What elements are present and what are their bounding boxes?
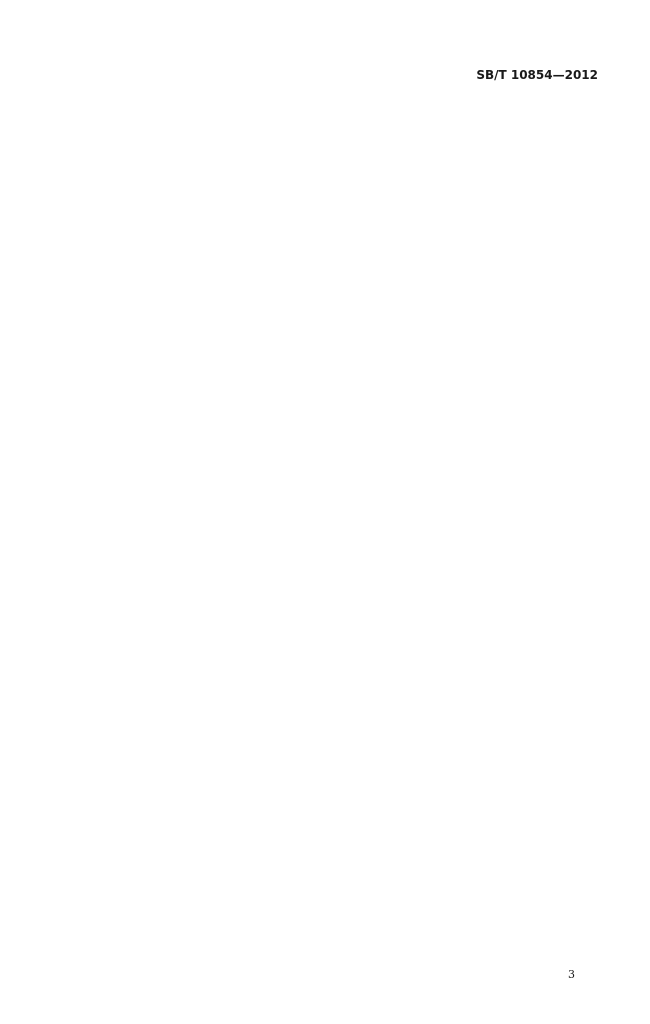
page-number: 3 bbox=[568, 968, 575, 981]
standard-code: SB/T 10854—2012 bbox=[476, 68, 598, 82]
